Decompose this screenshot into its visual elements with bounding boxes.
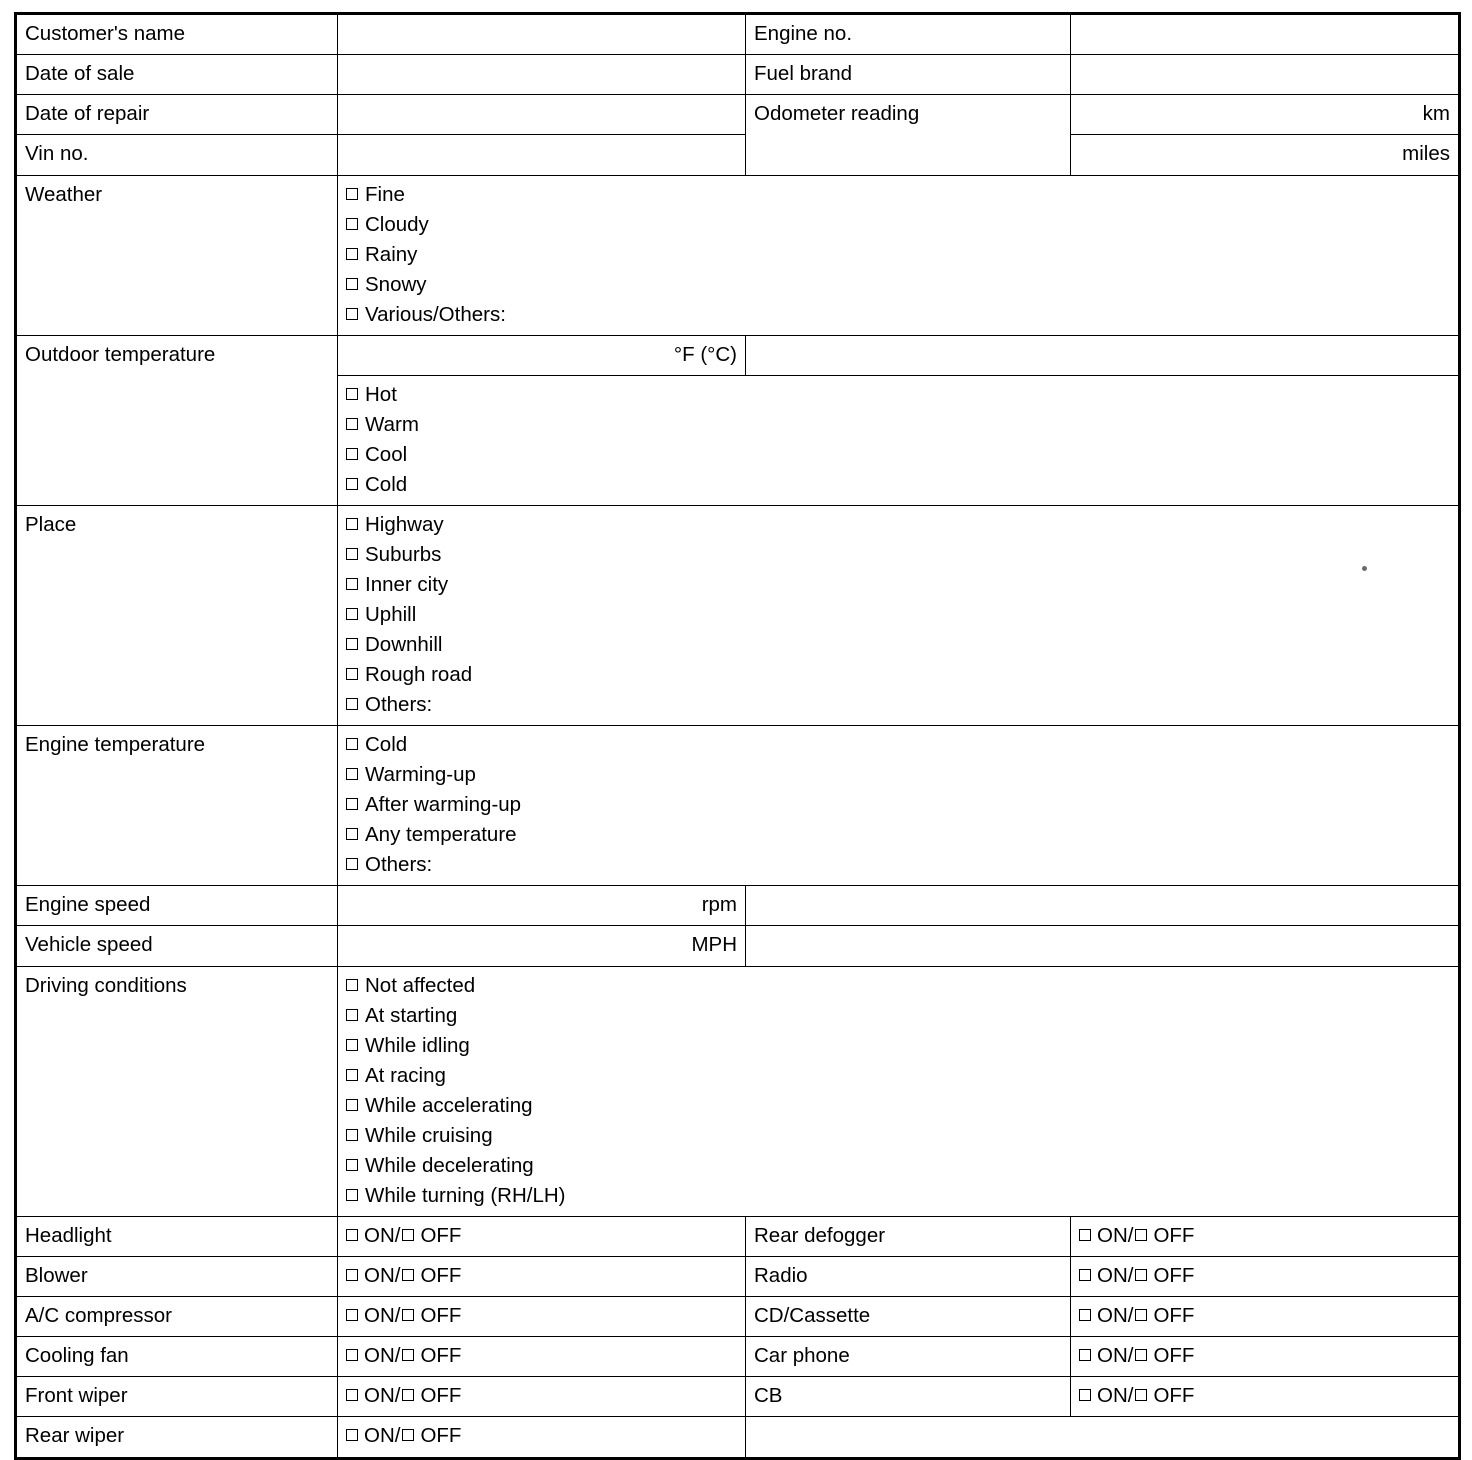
checkbox-icon[interactable] xyxy=(346,698,358,710)
engine-no-field[interactable] xyxy=(1071,14,1460,55)
table-row-switch xyxy=(16,1256,1460,1296)
checkbox-option[interactable] xyxy=(346,240,1450,270)
option-label: Warming-up xyxy=(365,763,476,787)
checkbox-icon[interactable] xyxy=(346,1039,358,1051)
checkbox-option[interactable] xyxy=(346,1151,1450,1181)
option-label: Cool xyxy=(365,442,408,466)
checkbox-icon[interactable] xyxy=(346,738,358,750)
option-label: Rainy xyxy=(365,242,418,266)
table-row-switch xyxy=(16,1337,1460,1377)
odometer-reading-label: Odometer reading xyxy=(746,95,1071,175)
vin-no-label: Vin no. xyxy=(16,135,338,175)
off-label: OFF xyxy=(420,1424,462,1448)
checkbox-option[interactable] xyxy=(346,790,1450,820)
switch-right-label: Radio xyxy=(746,1256,1071,1296)
checkbox-icon[interactable] xyxy=(346,278,358,290)
off-label: OFF xyxy=(420,1223,462,1247)
date-of-sale-label: Date of sale xyxy=(16,55,338,95)
on-label: ON/ xyxy=(1097,1263,1134,1287)
checkbox-icon-on[interactable] xyxy=(346,1349,358,1361)
checkbox-icon-on[interactable] xyxy=(1079,1349,1091,1361)
checkbox-option[interactable] xyxy=(346,971,1450,1001)
checkbox-option[interactable] xyxy=(346,180,1450,210)
checkbox-option[interactable] xyxy=(346,1091,1450,1121)
option-label: While idling xyxy=(365,1033,470,1057)
switch-right-label: Rear defogger xyxy=(746,1216,1071,1256)
checkbox-option[interactable] xyxy=(346,760,1450,790)
switch-left-onoff[interactable] xyxy=(338,1417,746,1458)
table-row-outdoor-temperature-unit xyxy=(16,335,1460,375)
switch-left-label: Headlight xyxy=(16,1216,338,1256)
off-label: OFF xyxy=(420,1344,462,1368)
outdoor-temperature-blank xyxy=(746,335,1460,375)
checkbox-option[interactable] xyxy=(346,540,1450,570)
on-label: ON/ xyxy=(364,1384,401,1408)
checkbox-icon-off[interactable] xyxy=(402,1429,414,1441)
checkbox-option[interactable] xyxy=(346,1061,1450,1091)
odometer-miles-field[interactable]: miles xyxy=(1071,135,1460,175)
checkbox-icon[interactable] xyxy=(346,798,358,810)
checkbox-option[interactable] xyxy=(346,210,1450,240)
table-row-driving-conditions xyxy=(16,966,1460,1216)
vehicle-speed-blank xyxy=(746,926,1460,966)
on-label: ON/ xyxy=(364,1424,401,1448)
checkbox-icon-off[interactable] xyxy=(402,1309,414,1321)
checkbox-icon[interactable] xyxy=(346,188,358,200)
checkbox-icon-off[interactable] xyxy=(1135,1309,1147,1321)
vehicle-condition-form xyxy=(14,12,1461,1460)
on-label: ON/ xyxy=(1097,1344,1134,1368)
checkbox-icon[interactable] xyxy=(346,668,358,680)
checkbox-icon[interactable] xyxy=(346,1069,358,1081)
switch-left-label: A/C compressor xyxy=(16,1297,338,1337)
switch-right-onoff[interactable] xyxy=(1071,1337,1460,1377)
table-row xyxy=(16,55,1460,95)
option-label: Warm xyxy=(365,412,419,436)
checkbox-icon[interactable] xyxy=(346,979,358,991)
checkbox-icon-off[interactable] xyxy=(1135,1389,1147,1401)
checkbox-option[interactable] xyxy=(346,380,1450,410)
off-label: OFF xyxy=(1153,1304,1195,1328)
engine-speed-label: Engine speed xyxy=(16,886,338,926)
on-label: ON/ xyxy=(1097,1304,1134,1328)
customer-name-label: Customer's name xyxy=(16,14,338,55)
checkbox-icon[interactable] xyxy=(346,1009,358,1021)
option-label: Any temperature xyxy=(365,823,517,847)
checkbox-icon-off[interactable] xyxy=(402,1389,414,1401)
checkbox-icon[interactable] xyxy=(346,1099,358,1111)
switch-left-onoff[interactable] xyxy=(338,1256,746,1296)
checkbox-icon-on[interactable] xyxy=(346,1229,358,1241)
on-label: ON/ xyxy=(1097,1223,1134,1247)
place-label: Place xyxy=(16,505,338,725)
checkbox-icon-off[interactable] xyxy=(1135,1229,1147,1241)
on-label: ON/ xyxy=(364,1344,401,1368)
checkbox-icon-on[interactable] xyxy=(346,1389,358,1401)
option-label: Cloudy xyxy=(365,212,429,236)
on-label: ON/ xyxy=(1097,1384,1134,1408)
switch-right-empty xyxy=(746,1417,1460,1458)
option-label: Highway xyxy=(365,512,444,536)
table-row-switch xyxy=(16,1216,1460,1256)
checkbox-icon[interactable] xyxy=(346,418,358,430)
checkbox-icon[interactable] xyxy=(346,478,358,490)
on-label: ON/ xyxy=(364,1223,401,1247)
weather-label: Weather xyxy=(16,175,338,335)
checkbox-option[interactable] xyxy=(346,1001,1450,1031)
checkbox-icon-on[interactable] xyxy=(346,1429,358,1441)
checkbox-icon-on[interactable] xyxy=(1079,1229,1091,1241)
customer-name-field[interactable] xyxy=(338,14,746,55)
option-label: Various/Others: xyxy=(365,302,506,326)
off-label: OFF xyxy=(1153,1223,1195,1247)
option-label: Downhill xyxy=(365,633,443,657)
option-label: Others: xyxy=(365,853,433,877)
option-label: Snowy xyxy=(365,272,427,296)
checkbox-icon[interactable] xyxy=(346,1129,358,1141)
option-label: At starting xyxy=(365,1003,458,1027)
checkbox-option[interactable] xyxy=(346,270,1450,300)
vehicle-speed-label: Vehicle speed xyxy=(16,926,338,966)
table-row-vehicle-speed xyxy=(16,926,1460,966)
odometer-km-field[interactable]: km xyxy=(1071,95,1460,135)
table-row xyxy=(16,135,1460,175)
checkbox-icon-on[interactable] xyxy=(1079,1309,1091,1321)
checkbox-icon[interactable] xyxy=(346,448,358,460)
switch-left-label: Front wiper xyxy=(16,1377,338,1417)
checkbox-icon[interactable] xyxy=(346,548,358,560)
option-label: Others: xyxy=(365,693,433,717)
option-label: Fine xyxy=(365,182,405,206)
switch-right-onoff[interactable] xyxy=(1071,1377,1460,1417)
outdoor-temperature-field[interactable]: °F (°C) xyxy=(338,335,746,375)
option-label: While turning (RH/LH) xyxy=(365,1183,566,1207)
checkbox-icon-on[interactable] xyxy=(1079,1389,1091,1401)
on-label: ON/ xyxy=(364,1304,401,1328)
option-label: While decelerating xyxy=(365,1153,534,1177)
checkbox-option[interactable] xyxy=(346,1181,1450,1211)
table-row-weather xyxy=(16,175,1460,335)
option-label: Cold xyxy=(365,733,408,757)
checkbox-icon-on[interactable] xyxy=(1079,1269,1091,1281)
option-label: At racing xyxy=(365,1063,446,1087)
table-row xyxy=(16,14,1460,55)
place-options xyxy=(338,505,1460,725)
engine-speed-field[interactable]: rpm xyxy=(338,886,746,926)
off-label: OFF xyxy=(420,1384,462,1408)
checkbox-icon-off[interactable] xyxy=(1135,1269,1147,1281)
checkbox-option[interactable] xyxy=(346,470,1450,500)
option-label: Cold xyxy=(365,472,408,496)
off-label: OFF xyxy=(420,1304,462,1328)
table-row-engine-temperature xyxy=(16,726,1460,886)
option-label: Hot xyxy=(365,382,397,406)
engine-speed-blank xyxy=(746,886,1460,926)
option-label: While accelerating xyxy=(365,1093,533,1117)
off-label: OFF xyxy=(420,1263,462,1287)
checkbox-option[interactable] xyxy=(346,1121,1450,1151)
switch-right-onoff[interactable] xyxy=(1071,1297,1460,1337)
switch-left-label: Cooling fan xyxy=(16,1337,338,1377)
checkbox-icon-off[interactable] xyxy=(402,1269,414,1281)
option-label: After warming-up xyxy=(365,793,522,817)
switch-left-onoff[interactable] xyxy=(338,1216,746,1256)
checkbox-icon-off[interactable] xyxy=(402,1349,414,1361)
table-row-switch xyxy=(16,1377,1460,1417)
weather-options xyxy=(338,175,1460,335)
page-speck xyxy=(1362,566,1367,571)
table-row xyxy=(16,95,1460,135)
checkbox-option[interactable] xyxy=(346,660,1450,690)
checkbox-option[interactable] xyxy=(346,510,1450,540)
checkbox-option[interactable] xyxy=(346,440,1450,470)
option-label: While cruising xyxy=(365,1123,493,1147)
table-row-switch xyxy=(16,1417,1460,1458)
outdoor-temperature-options xyxy=(338,375,1460,505)
checkbox-icon[interactable] xyxy=(346,518,358,530)
outdoor-temperature-label: Outdoor temperature xyxy=(16,335,338,505)
engine-temperature-label: Engine temperature xyxy=(16,726,338,886)
switch-left-label: Rear wiper xyxy=(16,1417,338,1458)
checkbox-option[interactable] xyxy=(346,690,1450,720)
checkbox-option[interactable] xyxy=(346,850,1450,880)
driving-conditions-label: Driving conditions xyxy=(16,966,338,1216)
checkbox-option[interactable] xyxy=(346,820,1450,850)
option-label: Suburbs xyxy=(365,542,442,566)
option-label: Not affected xyxy=(365,973,476,997)
checkbox-icon[interactable] xyxy=(346,248,358,260)
checkbox-icon-on[interactable] xyxy=(346,1269,358,1281)
checkbox-icon[interactable] xyxy=(346,608,358,620)
checkbox-option[interactable] xyxy=(346,570,1450,600)
checkbox-icon[interactable] xyxy=(346,308,358,320)
driving-conditions-options xyxy=(338,966,1460,1216)
switch-right-label: CB xyxy=(746,1377,1071,1417)
checkbox-icon[interactable] xyxy=(346,578,358,590)
switch-left-onoff[interactable] xyxy=(338,1297,746,1337)
switch-right-onoff[interactable] xyxy=(1071,1216,1460,1256)
engine-temperature-options xyxy=(338,726,1460,886)
option-label: Uphill xyxy=(365,603,417,626)
checkbox-icon[interactable] xyxy=(346,638,358,650)
option-label: Rough road xyxy=(365,663,473,687)
checkbox-icon[interactable] xyxy=(346,1159,358,1171)
date-of-repair-label: Date of repair xyxy=(16,95,338,135)
switch-left-label: Blower xyxy=(16,1256,338,1296)
off-label: OFF xyxy=(1153,1344,1195,1368)
switch-left-onoff[interactable] xyxy=(338,1337,746,1377)
checkbox-option[interactable] xyxy=(346,730,1450,760)
checkbox-option[interactable] xyxy=(346,1031,1450,1061)
checkbox-icon-off[interactable] xyxy=(1135,1349,1147,1361)
vin-no-field[interactable] xyxy=(338,135,746,175)
off-label: OFF xyxy=(1153,1384,1195,1408)
switch-left-onoff[interactable] xyxy=(338,1377,746,1417)
date-of-sale-field[interactable] xyxy=(338,55,746,95)
checkbox-icon[interactable] xyxy=(346,858,358,870)
checkbox-option[interactable] xyxy=(346,630,1450,660)
checkbox-option[interactable] xyxy=(346,300,1450,330)
on-label: ON/ xyxy=(364,1263,401,1287)
switch-right-label: Car phone xyxy=(746,1337,1071,1377)
table-row-engine-speed xyxy=(16,886,1460,926)
date-of-repair-field[interactable] xyxy=(338,95,746,135)
vehicle-speed-field[interactable]: MPH xyxy=(338,926,746,966)
fuel-brand-field[interactable] xyxy=(1071,55,1460,95)
checkbox-icon[interactable] xyxy=(346,828,358,840)
checkbox-icon[interactable] xyxy=(346,768,358,780)
checkbox-icon[interactable] xyxy=(346,218,358,230)
checkbox-icon-off[interactable] xyxy=(402,1229,414,1241)
switch-right-onoff[interactable] xyxy=(1071,1256,1460,1296)
switch-right-label: CD/Cassette xyxy=(746,1297,1071,1337)
checkbox-icon-on[interactable] xyxy=(346,1309,358,1321)
checkbox-icon[interactable] xyxy=(346,1189,358,1201)
engine-no-label: Engine no. xyxy=(746,14,1071,55)
checkbox-option[interactable] xyxy=(346,600,1450,630)
fuel-brand-label: Fuel brand xyxy=(746,55,1071,95)
table-row-place xyxy=(16,505,1460,725)
option-label: Inner city xyxy=(365,572,449,596)
table-row-switch xyxy=(16,1297,1460,1337)
checkbox-icon[interactable] xyxy=(346,388,358,400)
off-label: OFF xyxy=(1153,1263,1195,1287)
checkbox-option[interactable] xyxy=(346,410,1450,440)
